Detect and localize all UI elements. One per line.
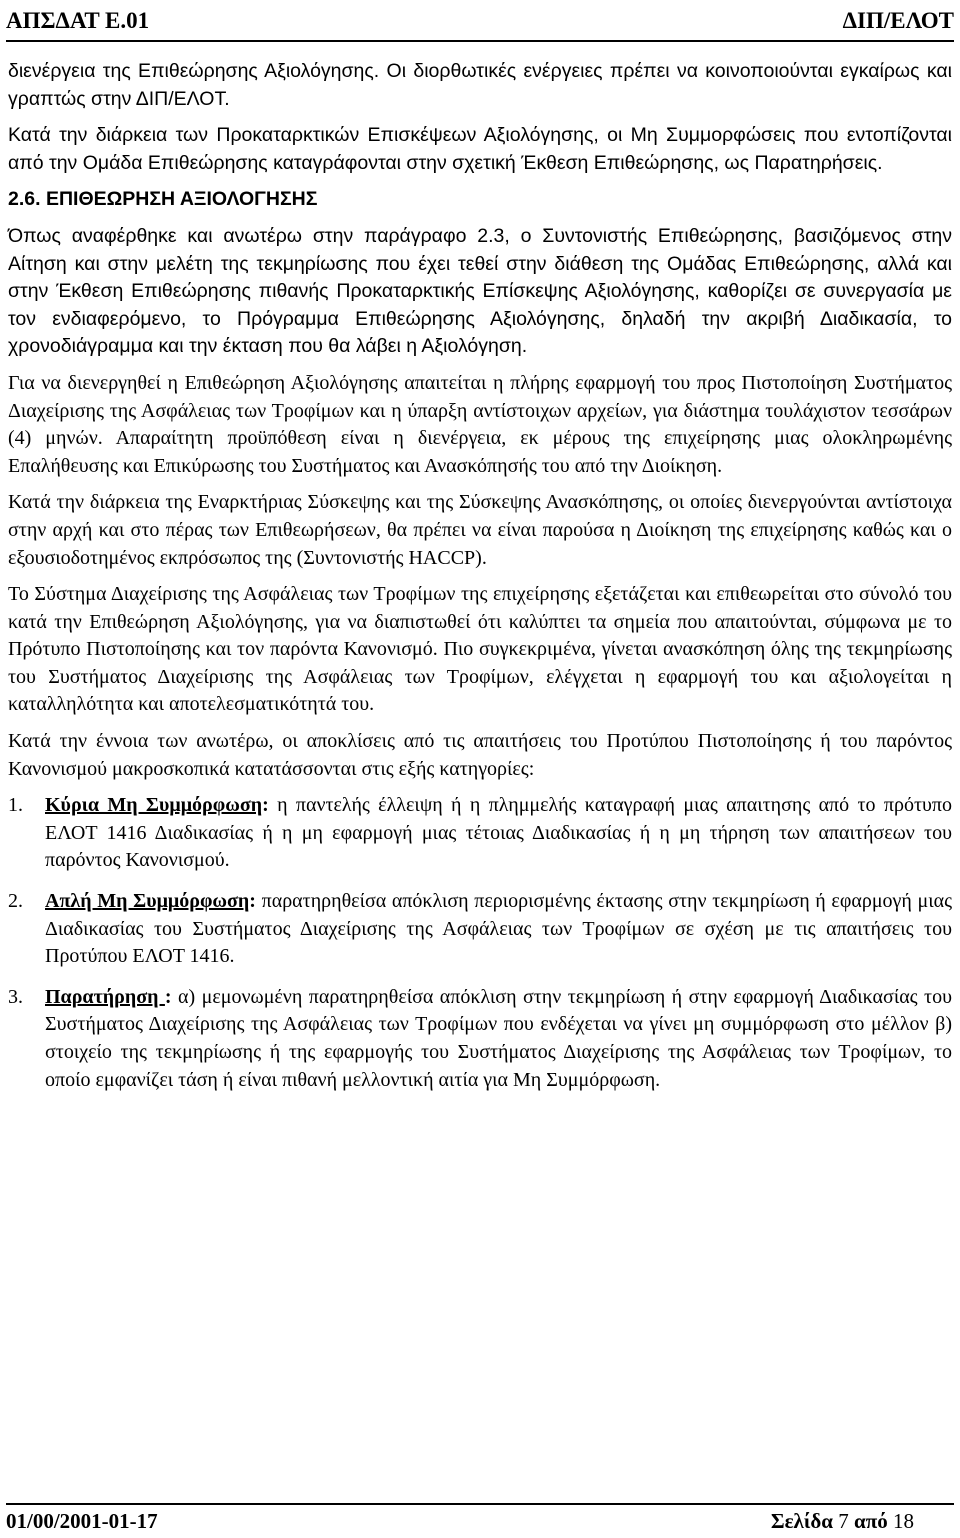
list-item-colon: : xyxy=(249,890,256,913)
page-number xyxy=(771,1507,914,1535)
page-footer xyxy=(6,1503,954,1535)
paragraph: Για να διενεργηθεί η Επιθεώρηση Αξιολόγησης απαιτείται η πλήρης εφαρμογή του προς Πιστοποίηση Συστήματος Διαχείρισης της Ασφάλειας των Τροφίμων και η ύπαρξη αντίστοιχων αρχείων, για διάστημα τουλάχιστον τεσσάρων (4) μηνών. Απαραίτητη προϋπόθεση είναι η διενέργεια, εκ μέρους της επιχείρησης μιας ολοκληρωμένης Επαλήθευσης και Επικύρωσης του Συστήματος και Ανασκόπησής του από την Διοίκηση. xyxy=(8,371,952,477)
list-item xyxy=(8,888,952,971)
list-item-number: 1. xyxy=(8,794,23,817)
paragraph: διενέργεια της Επιθεώρησης Αξιολόγησης. Οι διορθωτικές ενέργειες πρέπει να κοινοποιούνται εγκαίρως και γραπτώς στην ΔΙΠ/ΕΛΟΤ. xyxy=(8,60,952,110)
list-item-term: Απλή Μη Συμμόρφωση xyxy=(45,890,250,913)
page-total: 18 xyxy=(893,1509,914,1533)
list-item-term: Κύρια Μη Συμμόρφωση xyxy=(45,794,263,817)
page-current: 7 xyxy=(838,1509,849,1533)
list-item-colon: : xyxy=(164,985,172,1008)
footer-doc-code: 01/00/2001-01-17 xyxy=(6,1509,158,1533)
list-item xyxy=(8,984,952,1094)
header-doc-id: ΑΠΣΔΑΤ Ε.01 xyxy=(6,8,150,33)
list-item-text: η παντελής έλλειψη ή η πλημμελής καταγραφή μιας απαιτησης από το πρότυπο ΕΛΟΤ 1416 Διαδικασίας ή η μη εφαρμογή μιας τέτοιας Διαδικασίας ή η μη τήρηση των απαιτήσεων του παρόντος Κανονισμού. xyxy=(45,794,952,872)
list-item-text: α) μεμονωμένη παρατηρηθείσα απόκλιση στην τεκμηρίωση ή στην εφαρμογή Διαδικασίας του Συστήματος Διαχείρισης της Ασφάλειας των Τροφίμων που ενδέχεται να γίνει μη συμμόρφωση στο μέλλον β) στοιχείο της τεκμηρίωσης ή της εφαρμογής του Συστήματος Διαχείρισης της Ασφάλειας των Τροφίμων, το οποίο εμφανίζει τάση ή είναι πιθανή μελλοντική αιτία για Μη Συμμόρφωση. xyxy=(45,985,952,1091)
list-item-text: παρατηρηθείσα απόκλιση περιορισμένης έκτασης στην τεκμηρίωση ή εφαρμογή μιας Διαδικασίας του Συστήματος Διαχείρισης της Ασφάλειας των Τροφίμων σε σχέση με τις απαιτήσεις του Προτύπου ΕΛΟΤ 1416. xyxy=(45,890,952,968)
list-item-colon: : xyxy=(262,794,269,817)
of-word: από xyxy=(854,1509,888,1533)
list-item-number: 3. xyxy=(8,985,23,1008)
paragraph: Το Σύστημα Διαχείρισης της Ασφάλειας των Τροφίμων της επιχείρησης εξετάζεται και επιθεωρείται στο σύνολό του κατά την Επιθεώρηση Αξιολόγησης, για να διαπιστωθεί ότι καλύπτει τα σημεία που απαιτούνται, σύμφωνα με το Πρότυπο Πιστοποίησης και τον παρόντα Κανονισμό. Πιο συγκεκριμένα, γίνεται ανασκόπηση όλης της τεκμηρίωσης του Συστήματος Διαχείρισης της Ασφάλειας των Τροφίμων, ελέγχεται η εφαρμογή του και αξιολογείται η καταλληλότητα και αποτελεσματικότητά του. xyxy=(8,583,952,716)
page-word: Σελίδα xyxy=(770,1509,834,1533)
page-body xyxy=(8,58,952,1107)
header-organization: ΔΙΠ/ΕΛΟΤ xyxy=(842,8,954,33)
paragraph: Κατά την διάρκεια των Προκαταρκτικών Επισκέψεων Αξιολόγησης, οι Μη Συμμορφώσεις που εντοπίζονται από την Ομάδα Επιθεώρησης καταγράφονται στην σχετική Έκθεση Επιθεώρησης, ως Παρατηρήσεις. xyxy=(8,124,952,174)
paragraph: Κατά την διάρκεια της Εναρκτήριας Σύσκεψης και της Σύσκεψης Ανασκόπησης, οι οποίες διενεργούνται αντίστοιχα στην αρχή και στο πέρας των Επιθεωρήσεων, θα πρέπει να είναι παρούσα η Διοίκηση της επιχείρησης καθώς και ο εξουσιοδοτημένος εκπρόσωπος της (Συντονιστής HACCP). xyxy=(8,491,952,569)
paragraph: Κατά την έννοια των ανωτέρω, οι αποκλίσεις από τις απαιτήσεις του Προτύπου Πιστοποίησης ή του παρόντος Κανονισμού μακροσκοπικά κατατάσσονται στις εξής κατηγορίες: xyxy=(8,730,952,780)
list-item-term: Παρατήρηση xyxy=(45,985,165,1008)
paragraph: Όπως αναφέρθηκε και ανωτέρω στην παράγραφο 2.3, ο Συντονιστής Επιθεώρησης, βασιζόμενος στην Αίτηση και στην μελέτη της τεκμηρίωσης που έχει τεθεί στην διάθεση της Ομάδας Επιθεώρησης, αλλά και στην Έκθεση Επιθεώρησης πιθανής Προκαταρκτικής Επίσκεψης Αξιολόγησης, καθορίζει σε συνεργασία με τον ενδιαφερόμενο, το Πρόγραμμα Επιθεώρησης Αξιολόγησης, δηλαδή την ακριβή Διαδικασία, το χρονοδιάγραμμα και την έκταση που θα λάβει η Αξιολόγηση. xyxy=(8,224,952,358)
list-item xyxy=(8,792,952,875)
list-item-number: 2. xyxy=(8,890,23,913)
page-header xyxy=(6,4,954,42)
section-heading: 2.6. ΕΠΙΘΕΩΡΗΣΗ ΑΞΙΟΛΟΓΗΣΗΣ xyxy=(8,188,318,211)
